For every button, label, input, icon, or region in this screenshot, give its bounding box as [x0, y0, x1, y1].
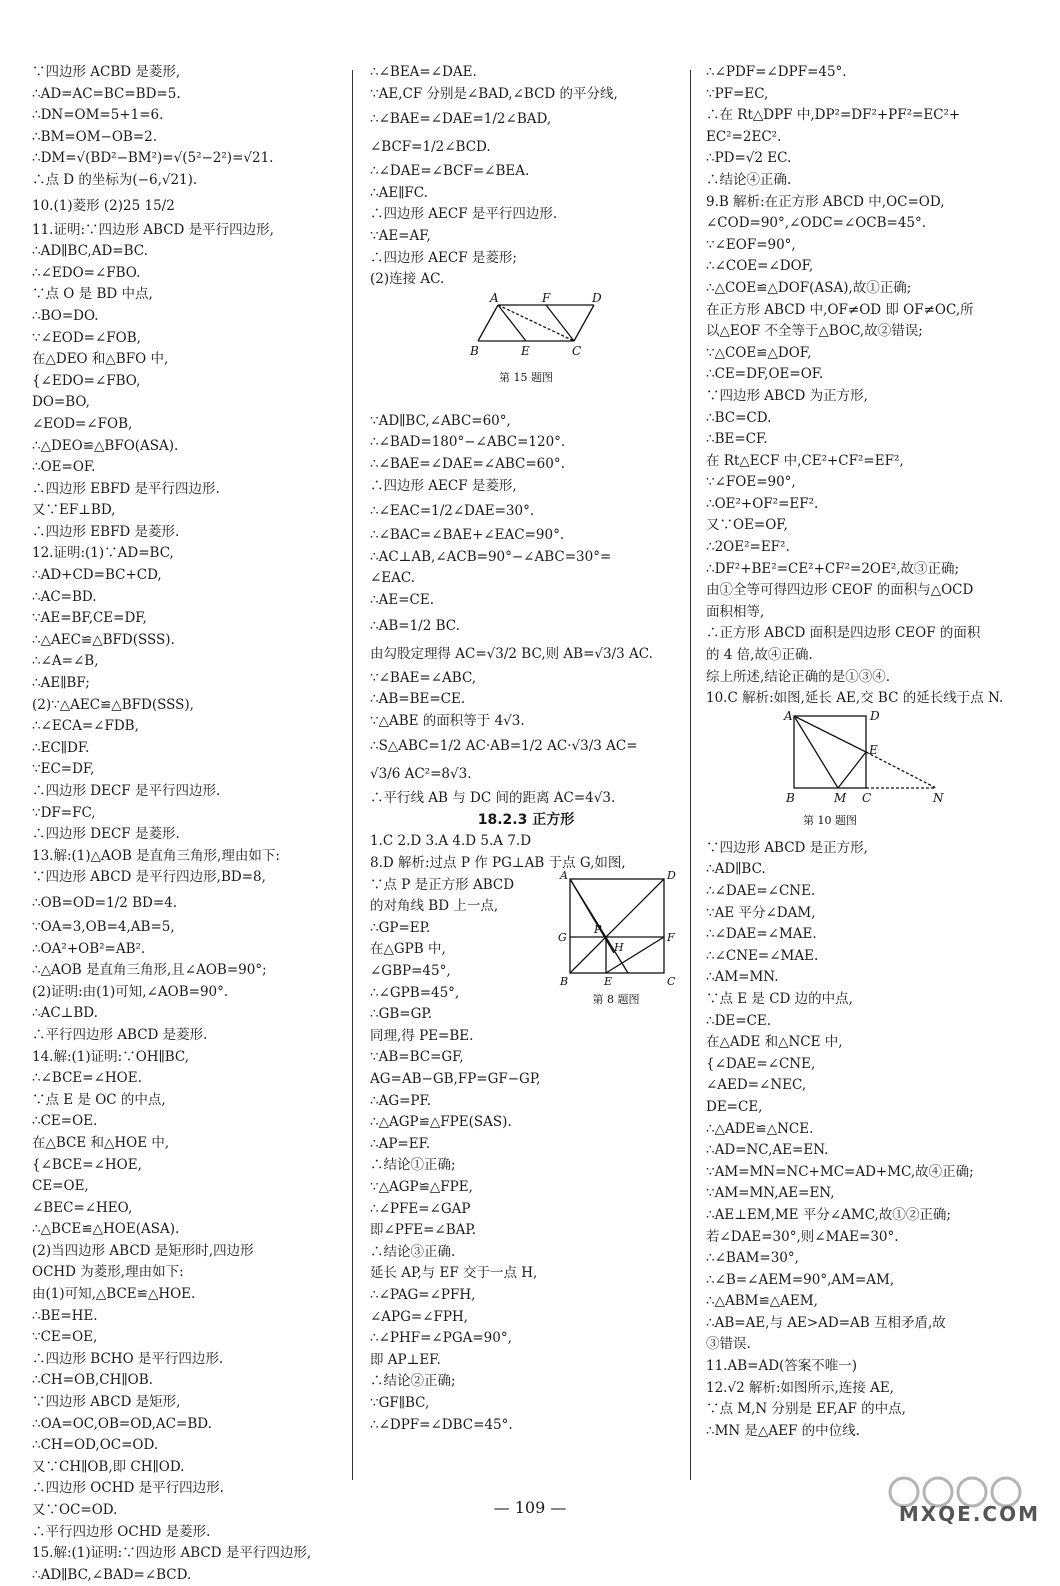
- text-line: ∴OE=OF.: [32, 459, 96, 476]
- text-line: 面积相等,: [706, 603, 765, 620]
- text-line: ∴BO=DO.: [32, 307, 99, 324]
- text-line: 13.解:(1)△AOB 是直角三角形,理由如下:: [32, 847, 280, 864]
- text-line: ∵四边形 ABCD 是平行四边形,BD=8,: [32, 869, 266, 886]
- fig8-line-AH: [570, 879, 614, 953]
- text-line: ∴平行四边形 ABCD 是菱形.: [32, 1026, 208, 1043]
- text-line: ∴四边形 AECF 是菱形,: [370, 477, 517, 494]
- text-line: ∴结论③正确.: [370, 1243, 456, 1260]
- text-line: ∴OA=OC,OB=OD,AC=BD.: [32, 1415, 212, 1432]
- text-line: ∵AE=AF,: [370, 227, 431, 244]
- fig15-line-AB: [478, 305, 498, 341]
- text-line: ∴CE=DF,OE=OF.: [706, 366, 824, 383]
- text-line: ∴AD∥BC.: [706, 861, 766, 878]
- page-number: — 109 —: [493, 1498, 567, 1517]
- text-line: ∵GF∥BC,: [370, 1394, 430, 1411]
- fig8-label: B: [560, 975, 569, 989]
- text-line: ∵AM=MN=NC+MC=AD+MC,故④正确;: [706, 1163, 974, 1180]
- text-line: ∴∠DAE=∠CNE.: [706, 883, 816, 899]
- text-line: ∵点 E 是 OC 的中点,: [32, 1091, 166, 1108]
- text-line: ∴AD=AC=BC=BD=5.: [32, 85, 181, 102]
- text-line: ∴AP=EF.: [370, 1135, 431, 1152]
- figure-8-caption: 第 8 题图: [592, 993, 640, 1007]
- text-line: 在正方形 ABCD 中,OF≠OD 即 OF≠OC,所: [706, 301, 974, 318]
- text-line: ∴BE=CF.: [706, 431, 768, 448]
- text-line: ∴S△ABC=1/2 AC·AB=1/2 AC·√3/3 AC=: [370, 738, 638, 755]
- text-line: 在△DEO 和△BFO 中,: [32, 351, 169, 368]
- column-divider-2: [690, 70, 691, 1480]
- text-line: (2)连接 AC.: [370, 271, 445, 288]
- text-line: 11.证明:∵四边形 ABCD 是平行四边形,: [32, 221, 274, 238]
- figure-10-caption: 第 10 题图: [803, 813, 857, 827]
- text-line: 以△EOF 不全等于△BOC,故②错误;: [706, 323, 923, 340]
- text-line: ∴∠GPB=45°,: [370, 984, 460, 1001]
- fig10-label: D: [870, 709, 880, 723]
- text-line: ∴DF²+BE²=CE²+CF²=2OE²,故③正确;: [706, 560, 960, 577]
- text-line: ∠EOD=∠FOB,: [32, 415, 133, 432]
- text-line: ∴∠COE=∠DOF,: [706, 258, 814, 275]
- text-line: ∴△AEC≌△BFD(SSS).: [32, 631, 175, 648]
- fig15-line-DC: [574, 305, 594, 341]
- text-line: ∴∠CNE=∠MAE.: [706, 947, 819, 964]
- text-line: 又∵CH∥OB,即 CH∥OD.: [32, 1458, 185, 1475]
- text-line: ∴AC⊥BD.: [32, 1005, 98, 1022]
- fig8-label: A: [560, 869, 568, 883]
- text-line: ∴∠EDO=∠FBO.: [32, 264, 141, 281]
- text-line: ∴DM=√(BD²−BM²)=√(5²−2²)=√21.: [32, 150, 274, 167]
- column-2-part-d: [370, 1026, 682, 1436]
- text-line: ∵EC=DF,: [32, 761, 95, 778]
- text-line: 9.B 解析:在正方形 ABCD 中,OC=OD,: [706, 193, 945, 210]
- text-line: ∵四边形 ACBD 是菱形,: [32, 64, 181, 80]
- text-line: ∴AD∥BC,∠BAD=∠BCD.: [32, 1566, 192, 1583]
- text-line: 的 4 倍,故④正确.: [706, 647, 813, 664]
- figure-15: [370, 291, 682, 411]
- text-line: ∴∠BAE=∠DAE=∠ABC=60°.: [370, 455, 565, 472]
- text-line: (2)当四边形 ABCD 是矩形时,四边形: [32, 1242, 254, 1259]
- fig15-label: B: [470, 343, 479, 358]
- text-line: ∴∠B=∠AEM=90°,AM=AM,: [706, 1271, 895, 1288]
- text-line: ∴∠EAC=1/2∠DAE=30°.: [370, 503, 535, 520]
- text-line: ∵AE,CF 分别是∠BAD,∠BCD 的平分线,: [370, 85, 618, 102]
- text-line: ∵CE=OE,: [32, 1329, 98, 1346]
- text-line: ∴四边形 EBFD 是菱形.: [32, 523, 180, 540]
- fig10-label: N: [933, 790, 944, 805]
- text-line: ∴AD+CD=BC+CD,: [32, 567, 162, 584]
- text-line: ∴平行线 AB 与 DC 间的距离 AC=4√3.: [370, 790, 616, 807]
- text-line: 10.(1)菱形 (2)25 15/2: [32, 197, 175, 214]
- watermark-text: MXQE.COM: [898, 1502, 1040, 1526]
- text-line: ∵点 P 是正方形 ABCD: [370, 876, 515, 893]
- text-line: ∴AE∥BF;: [32, 675, 90, 692]
- fig10-label: E: [869, 742, 878, 757]
- text-line: √3/6 AC²=8√3.: [370, 766, 472, 783]
- text-line: ∴AE⊥EM,ME 平分∠AMC,故①②正确;: [706, 1206, 951, 1223]
- text-line: ∴AE=CE.: [370, 591, 434, 608]
- text-line: ∠BCF=1/2∠BCD.: [370, 139, 491, 156]
- text-line: ∴AE∥FC.: [370, 184, 428, 201]
- text-line: 延长 AP,与 EF 交于一点 H,: [370, 1265, 538, 1282]
- text-line: ∵四边形 ABCD 为正方形,: [706, 387, 868, 404]
- text-line: 在△ADE 和△NCE 中,: [706, 1034, 843, 1051]
- text-line: ∵AE 平分∠DAM,: [706, 904, 816, 921]
- text-line: EC²=2EC².: [706, 128, 782, 145]
- column-2: [370, 62, 682, 1436]
- text-line: ∴OE²+OF²=EF².: [706, 495, 819, 512]
- text-line: ∴△COE≌△DOF(ASA),故①正确;: [706, 279, 912, 296]
- fig8-label: C: [667, 975, 676, 989]
- text-line: ∴AB=1/2 BC.: [370, 617, 460, 634]
- text-line: ∴∠BAD=180°−∠ABC=120°.: [370, 434, 566, 451]
- text-line: ∴CH=OD,OC=OD.: [32, 1437, 159, 1454]
- text-line: ∴AG=PF.: [370, 1092, 432, 1109]
- text-line: ∴△DEO≌△BFO(ASA).: [32, 437, 179, 454]
- text-line: ∵AE=BF,CE=DF,: [32, 610, 147, 627]
- text-line: ∴BE=HE.: [32, 1307, 98, 1324]
- text-line: DO=BO,: [32, 394, 90, 411]
- text-line: 由①全等可得四边形 CEOF 的面积与△OCD: [706, 582, 974, 599]
- text-line: ∴AB=AE,与 AE>AD=AB 互相矛盾,故: [706, 1314, 946, 1331]
- text-line: ∵△COE≌△DOF,: [706, 344, 812, 361]
- text-line: ∴DN=OM=5+1=6.: [32, 107, 164, 124]
- column-2-part-b: [370, 411, 682, 810]
- text-line: ∴四边形 DECF 是平行四边形.: [32, 783, 221, 799]
- column-2-part-a: [370, 62, 682, 291]
- text-line: ∴平行四边形 OCHD 是菱形.: [32, 1523, 211, 1540]
- text-line: ∵∠EOD=∠FOB,: [32, 329, 141, 346]
- text-line: ∵四边形 ABCD 是矩形,: [32, 1394, 181, 1411]
- text-line: ∴∠PFE=∠GAP: [370, 1200, 471, 1217]
- text-line: ∵△ABE 的面积等于 4√3.: [370, 712, 525, 729]
- text-line: 14.解:(1)证明:∵OH∥BC,: [32, 1048, 190, 1065]
- text-line: ∵DF=FC,: [32, 804, 96, 821]
- text-line: ∴∠BCE=∠HOE.: [32, 1070, 142, 1087]
- fig15-line-AC: [498, 305, 574, 341]
- fig8-label: D: [667, 869, 676, 883]
- text-line: ∵PF=EC,: [706, 85, 769, 102]
- text-line: 在△BCE 和△HOE 中,: [32, 1134, 170, 1151]
- fig15-label: D: [592, 290, 602, 305]
- fig8-diagonal-BD: [570, 879, 664, 973]
- text-line: ∴∠BEA=∠DAE.: [370, 64, 477, 80]
- text-line: OCHD 为菱形,理由如下:: [32, 1264, 184, 1281]
- text-line: ∴△AGP≌△FPE(SAS).: [370, 1114, 512, 1131]
- text-line: ∴△AOB 是直角三角形,且∠AOB=90°;: [32, 962, 267, 979]
- text-line: ∴AC=BD.: [32, 588, 97, 605]
- text-line: ∴AM=MN.: [706, 969, 779, 986]
- fig8-label: F: [667, 931, 675, 945]
- text-line: ∵∠FOE=90°,: [706, 474, 796, 491]
- text-line: ∵点 M,N 分别是 EF,AF 的中点,: [706, 1401, 906, 1418]
- text-line: ∴结论②正确;: [370, 1373, 456, 1390]
- text-line: ∴∠DAE=∠MAE.: [706, 926, 817, 943]
- text-line: 即 AP⊥EF.: [370, 1351, 441, 1368]
- text-line: ∴四边形 AECF 是菱形;: [370, 249, 517, 266]
- text-line: ∴∠BAM=30°,: [706, 1250, 799, 1267]
- text-line: ∠APG=∠FPH,: [370, 1308, 469, 1325]
- text-line: DE=CE,: [706, 1098, 763, 1115]
- text-line: ∴GP=EP.: [370, 919, 431, 936]
- text-line: ∵AB=BC=GF,: [370, 1049, 464, 1066]
- fig8-label: E: [604, 975, 613, 989]
- text-line: ∵∠BAE=∠ABC,: [370, 669, 477, 686]
- text-line: 10.C 解析:如图,延长 AE,交 BC 的延长线于点 N.: [706, 690, 1004, 707]
- text-line: ∴2OE²=EF².: [706, 539, 790, 556]
- text-line: ∴△ADE≌△NCE.: [706, 1120, 814, 1137]
- text-line: ∠GBP=45°,: [370, 963, 451, 980]
- text-line: ∴∠DAE=∠BCF=∠BEA.: [370, 163, 530, 180]
- text-line: ∴结论④正确.: [706, 171, 792, 188]
- text-line: ∠AED=∠NEC,: [706, 1077, 807, 1094]
- text-line: CE=OE,: [32, 1178, 89, 1195]
- text-line: ∵OA=3,OB=4,AB=5,: [32, 918, 175, 935]
- fig10-square: [794, 716, 866, 788]
- text-line: {∠BCE=∠HOE,: [32, 1156, 142, 1173]
- fig10-line-ME: [838, 752, 866, 788]
- text-line: 由(1)可知,△BCE≌△HOE.: [32, 1286, 196, 1303]
- text-line: ∵AM=MN,AE=EN,: [706, 1185, 835, 1202]
- text-line: ∴正方形 ABCD 面积是四边形 CEOF 的面积: [706, 625, 981, 642]
- text-line: 12.证明:(1)∵AD=BC,: [32, 545, 174, 562]
- column-3-part-a: [706, 62, 1032, 710]
- text-line: 同理,得 PE=BE.: [370, 1027, 474, 1044]
- text-line: (2)证明:由(1)可知,∠AOB=90°.: [32, 983, 229, 1000]
- text-line: ∴结论①正确;: [370, 1157, 456, 1174]
- fig8-label: H: [614, 941, 624, 955]
- text-line: ∴CE=OE.: [32, 1113, 98, 1130]
- text-line: ∴EC∥DF.: [32, 739, 90, 756]
- text-line: 1.C 2.D 3.A 4.D 5.A 7.D: [370, 833, 532, 850]
- text-line: 在 Rt△ECF 中,CE²+CF²=EF²,: [706, 452, 904, 469]
- section-title: 18.2.3 正方形: [477, 811, 575, 828]
- text-line: ∴△ABM≌△AEM,: [706, 1293, 818, 1310]
- text-line: 又∵OE=OF,: [706, 517, 788, 534]
- text-line: ∵∠EOF=90°,: [706, 236, 796, 253]
- fig15-label: E: [521, 343, 530, 358]
- fig8-label: G: [558, 931, 567, 945]
- figure-10: [706, 710, 1032, 838]
- text-line: 8.D 解析:过点 P 作 PG⊥AB 于点 G,如图,: [370, 855, 626, 872]
- figure-10-diagram: [706, 710, 1032, 834]
- text-line: 15.解:(1)证明:∵四边形 ABCD 是平行四边形,: [32, 1545, 312, 1562]
- fig10-line-EN: [866, 752, 936, 788]
- fig15-label: F: [542, 290, 551, 305]
- text-line: 即∠PFE=∠BAP.: [370, 1222, 477, 1239]
- text-line: 又∵OC=OD.: [32, 1502, 118, 1518]
- fig15-label: A: [490, 290, 499, 305]
- text-line: ∴CH=OB,CH∥OB.: [32, 1372, 153, 1389]
- text-line: 由勾股定理得 AC=√3/2 BC,则 AB=√3/3 AC.: [370, 645, 653, 662]
- column-3: [706, 62, 1032, 1442]
- text-line: 在△GPB 中,: [370, 941, 446, 958]
- text-line: ∴OB=OD=1/2 BD=4.: [32, 894, 178, 911]
- text-line: ∴四边形 BCHO 是平行四边形.: [32, 1350, 224, 1367]
- text-line: ∴∠DPF=∠DBC=45°.: [370, 1416, 513, 1433]
- fig10-label: M: [834, 790, 847, 805]
- text-line: ∴∠PHF=∠PGA=90°,: [370, 1330, 512, 1347]
- text-line: 12.√2 解析:如图所示,连接 AE,: [706, 1379, 894, 1396]
- text-line: ∴MN 是△AEF 的中位线.: [706, 1422, 860, 1439]
- text-line: ∴四边形 OCHD 是平行四边形.: [32, 1480, 224, 1497]
- text-line: ∴在 Rt△DPF 中,DP²=DF²+PF²=EC²+: [706, 107, 961, 124]
- text-line: 的对角线 BD 上一点,: [370, 898, 499, 915]
- figure-8-diagram: [556, 867, 686, 1017]
- figure-15-diagram: [370, 291, 682, 391]
- text-line: ∴∠PAG=∠PFH,: [370, 1286, 476, 1303]
- fig15-label: C: [572, 343, 582, 358]
- text-line: ∴点 D 的坐标为(−6,√21).: [32, 171, 198, 188]
- text-line: ∴四边形 DECF 是菱形.: [32, 826, 180, 843]
- text-line: ∵点 O 是 BD 中点,: [32, 286, 153, 303]
- fig15-line-FC: [546, 305, 574, 341]
- text-line: ∴AC⊥AB,∠ACB=90°−∠ABC=30°=: [370, 548, 612, 565]
- text-line: 综上所述,结论正确的是①③④.: [706, 668, 891, 685]
- fig8-label: P: [594, 923, 602, 937]
- text-line: ∴四边形 EBFD 是平行四边形.: [32, 480, 220, 497]
- fig10-label: B: [786, 790, 795, 805]
- text-line: (2)∵△AEC≌△BFD(SSS),: [32, 696, 194, 713]
- text-line: ∴∠PDF=∠DPF=45°.: [706, 64, 847, 80]
- text-line: ∴BC=CD.: [706, 409, 772, 426]
- figure-15-caption: 第 15 题图: [499, 370, 553, 384]
- text-line: 若∠DAE=30°,则∠MAE=30°.: [706, 1228, 899, 1245]
- text-line: ∠COD=90°,∠ODC=∠OCB=45°.: [706, 215, 927, 232]
- text-line: ∴OA²+OB²=AB².: [32, 940, 146, 957]
- text-line: ∴BM=OM−OB=2.: [32, 128, 158, 145]
- text-line: 又∵EF⊥BD,: [32, 502, 116, 519]
- text-line: {∠EDO=∠FBO,: [32, 372, 141, 389]
- text-line: ∴GB=GP.: [370, 1006, 433, 1023]
- text-line: ∵四边形 ABCD 是正方形,: [706, 839, 868, 856]
- fig10-label: A: [784, 709, 793, 723]
- text-line: ∴△BCE≌△HOE(ASA).: [32, 1221, 180, 1238]
- text-line: ∠EAC.: [370, 570, 416, 587]
- text-line: ③错误.: [706, 1336, 751, 1353]
- text-line: ∴AD∥BC,AD=BC.: [32, 243, 148, 260]
- text-line: ∴DE=CE.: [706, 1012, 772, 1029]
- text-line: ∴PD=√2 EC.: [706, 150, 792, 167]
- text-line: ∴四边形 AECF 是平行四边形.: [370, 206, 558, 223]
- text-line: ∴∠BAC=∠BAE+∠EAC=90°.: [370, 527, 565, 544]
- text-line: {∠DAE=∠CNE,: [706, 1055, 816, 1072]
- text-line: ∴∠BAE=∠DAE=1/2∠BAD,: [370, 111, 552, 128]
- text-line: AG=AB−GB,FP=GF−GP,: [370, 1071, 541, 1087]
- text-line: ∴AB=BE=CE.: [370, 691, 466, 708]
- text-line: 11.AB=AD(答案不唯一): [706, 1358, 858, 1375]
- column-1: [32, 62, 340, 1586]
- text-line: ∴AD=NC,AE=EN.: [706, 1142, 829, 1159]
- column-divider-1: [352, 70, 353, 1480]
- text-line: ∵点 E 是 CD 边的中点,: [706, 990, 853, 1007]
- text-line: ∵△AGP≌△FPE,: [370, 1178, 473, 1195]
- column-2-question-8-block: [370, 831, 682, 1025]
- fig15-line-AE: [498, 305, 526, 341]
- text-line: ∴∠A=∠B,: [32, 653, 99, 670]
- text-line: ∠BEC=∠HEO,: [32, 1199, 133, 1216]
- text-line: ∵AD∥BC,∠ABC=60°,: [370, 412, 511, 429]
- fig10-label: C: [862, 790, 872, 805]
- column-3-part-b: [706, 838, 1032, 1443]
- text-line: ∴∠ECA=∠FDB,: [32, 718, 139, 735]
